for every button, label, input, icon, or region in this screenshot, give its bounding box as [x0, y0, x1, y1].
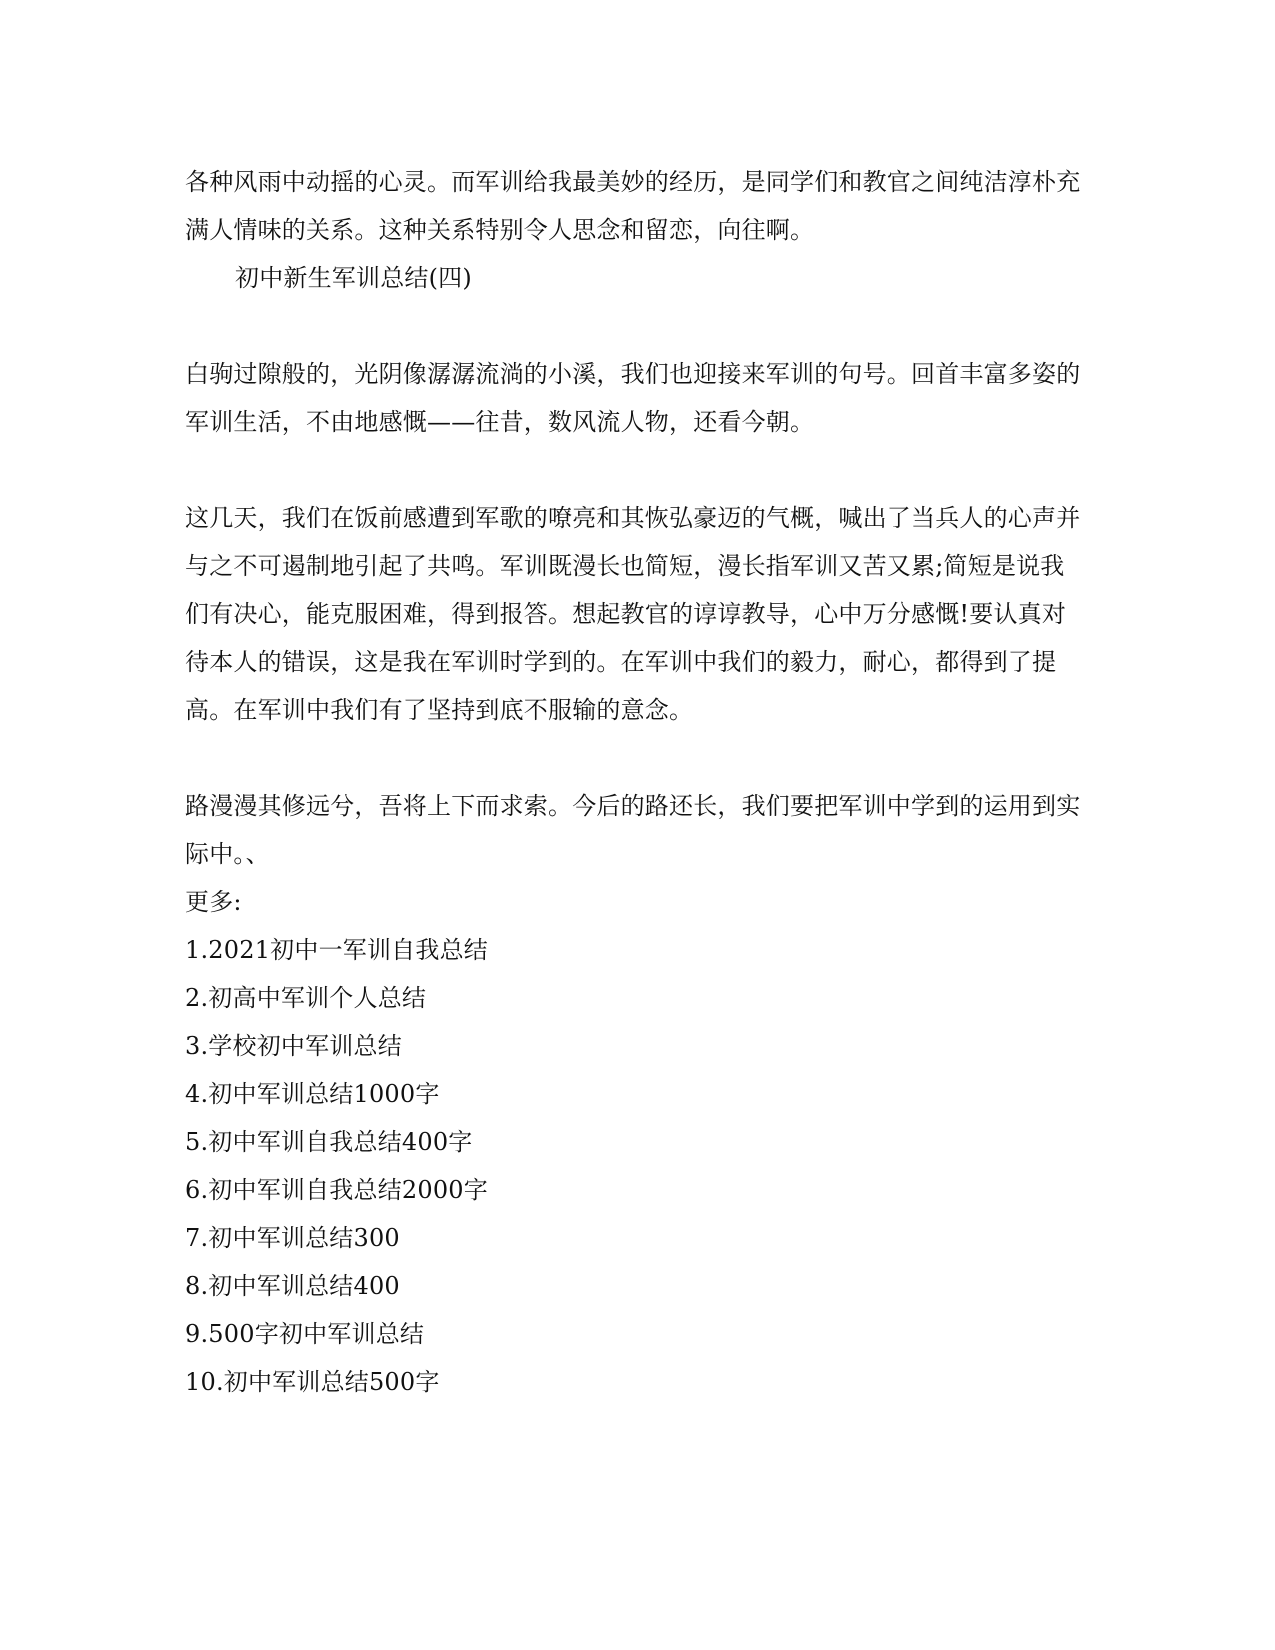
- related-article-link[interactable]: 9.500字初中军训总结: [185, 1320, 425, 1348]
- paragraph-2: 这几天，我们在饭前感遭到军歌的嘹亮和其恢弘豪迈的气概，喊出了当兵人的心声并与之不可遏制地引起了共鸣。军训既漫长也简短，漫长指军训又苦又累;简短是说我们有决心，能克服困难，得到报答。想起教官的谆谆教导，心中万分感慨!要认真对待本人的错误，这是我在军训时学到的。在军训中我们的毅力，耐心，都得到了提高。在军训中我们有了坚持到底不服输的意念。: [185, 504, 1081, 724]
- related-article-link[interactable]: 1.2021初中一军训自我总结: [185, 936, 488, 964]
- intro-paragraph: 各种风雨中动摇的心灵。而军训给我最美妙的经历，是同学们和教官之间纯洁淳朴充满人情味的关系。这种关系特别令人思念和留恋，向往啊。: [185, 168, 1081, 244]
- related-article-link[interactable]: 4.初中军训总结1000字: [185, 1080, 440, 1108]
- related-article-link[interactable]: 2.初高中军训个人总结: [185, 984, 427, 1012]
- related-article-link[interactable]: 5.初中军训自我总结400字: [185, 1128, 473, 1156]
- related-article-link[interactable]: 8.初中军训总结400: [185, 1272, 400, 1300]
- related-article-link[interactable]: 10.初中军训总结500字: [185, 1368, 440, 1396]
- more-label: 更多:: [185, 888, 242, 916]
- section-heading: 初中新生军训总结(四): [235, 264, 472, 292]
- related-article-link[interactable]: 6.初中军训自我总结2000字: [185, 1176, 488, 1204]
- related-articles-list: [185, 926, 1085, 1406]
- related-article-link[interactable]: 3.学校初中军训总结: [185, 1032, 402, 1060]
- paragraph-1: 白驹过隙般的，光阴像潺潺流淌的小溪，我们也迎接来军训的句号。回首丰富多姿的军训生活，不由地感慨——往昔，数风流人物，还看今朝。: [185, 360, 1081, 436]
- related-article-link[interactable]: 7.初中军训总结300: [185, 1224, 400, 1252]
- document-body: [185, 158, 1085, 1406]
- paragraph-3: 路漫漫其修远兮，吾将上下而求索。今后的路还长，我们要把军训中学到的运用到实际中。、: [185, 792, 1081, 868]
